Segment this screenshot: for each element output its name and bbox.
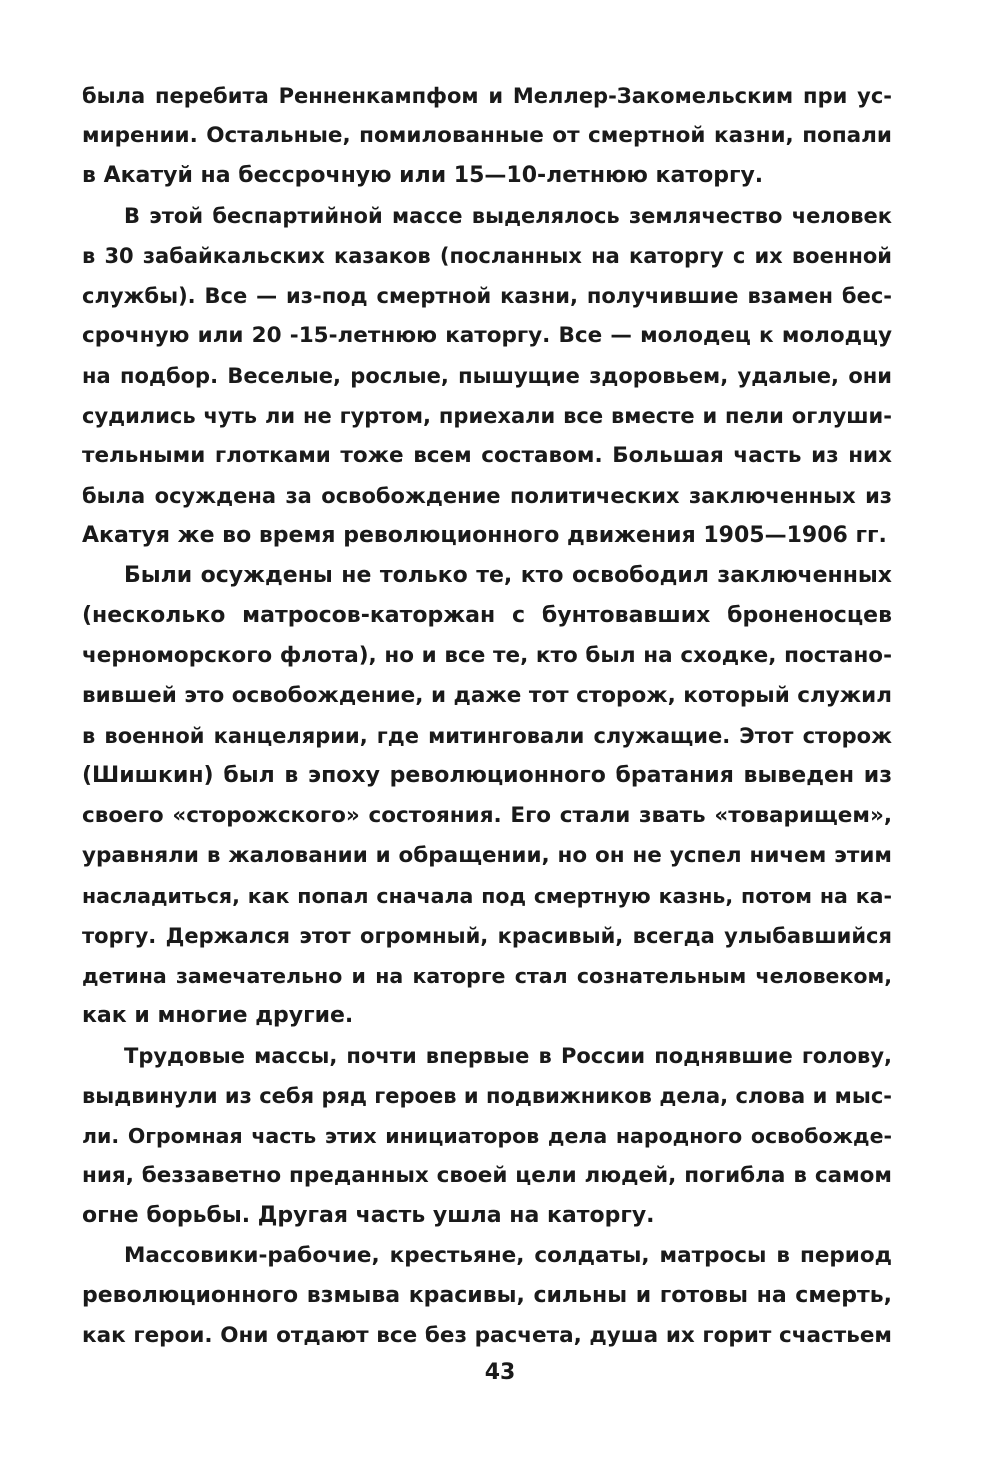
page-number: 43 — [484, 1360, 516, 1385]
text-line: была перебита Ренненкампфом и Меллер-Закомельским при ус- — [82, 84, 892, 108]
text-line: как и многие другие. — [82, 1003, 354, 1028]
text-line: В этой беспартийной массе выделялось землячество человек — [124, 204, 892, 228]
text-line: мирении. Остальные, помилованные от смертной казни, попали — [82, 123, 892, 148]
body-text — [82, 76, 892, 1356]
paragraph — [82, 1036, 892, 1236]
text-line: Акатуя же во время революционного движения 1905—1906 гг. — [82, 523, 887, 548]
paragraph — [82, 1236, 892, 1356]
text-line: насладиться, как попал сначала под смертную казнь, потом на ка- — [82, 884, 892, 908]
text-line: ния, беззаветно преданных своей цели людей, погибла в самом — [82, 1163, 892, 1188]
text-line: своего «сторожского» состояния. Его стали звать «товарищем», — [82, 803, 892, 828]
text-line: революционного взмыва красивы, сильны и готовы на смерть, — [82, 1283, 892, 1308]
text-line: огне борьбы. Другая часть ушла на каторгу. — [82, 1203, 655, 1228]
text-line: Были осуждены не только те, кто освободил заключенных — [124, 563, 892, 588]
text-line: вившей это освобождение, и даже тот сторож, который служил — [82, 683, 892, 708]
text-line: была осуждена за освобождение политических заключенных из — [82, 484, 892, 508]
paragraph — [82, 196, 892, 556]
text-line: торгу. Держался этот огромный, красивый, всегда улыбавшийся — [82, 924, 892, 948]
text-line: ли. Огромная часть этих инициаторов дела народного освобожде- — [82, 1124, 892, 1148]
text-line: срочную или 20 -15-летнюю каторгу. Все — молодец к молодцу — [82, 323, 892, 348]
text-line: на подбор. Веселые, рослые, пышущие здоровьем, удалые, они — [82, 364, 892, 388]
text-line: черноморского флота), но и все те, кто был на сходке, постано- — [82, 643, 892, 668]
text-line: (Шишкин) был в эпоху революционного братания выведен из — [82, 763, 892, 788]
text-line: как герои. Они отдают все без расчета, душа их горит счастьем — [82, 1323, 892, 1348]
text-line: выдвинули из себя ряд героев и подвижников дела, слова и мыс- — [82, 1084, 892, 1108]
paragraph — [82, 556, 892, 1036]
text-line: службы). Все — из-под смертной казни, получившие взамен бес- — [82, 284, 892, 308]
text-line: уравняли в жаловании и обращении, но он не успел ничем этим — [82, 843, 892, 868]
paragraph — [82, 76, 892, 196]
text-line: Массовики-рабочие, крестьяне, солдаты, матросы в период — [124, 1243, 892, 1268]
text-line: (несколько матросов-каторжан с бунтовавших броненосцев — [82, 603, 892, 628]
text-line: судились чуть ли не гуртом, приехали все вместе и пели оглуши- — [82, 404, 892, 428]
text-line: Трудовые массы, почти впервые в России поднявшие голову, — [124, 1044, 892, 1068]
text-line: тельными глотками тоже всем составом. Большая часть из них — [82, 443, 892, 468]
text-line: в 30 забайкальских казаков (посланных на каторгу с их военной — [82, 244, 892, 268]
text-line: в военной канцелярии, где митинговали служащие. Этот сторож — [82, 724, 892, 748]
text-line: в Акатуй на бессрочную или 15—10-летнюю каторгу. — [82, 163, 764, 188]
text-line: детина замечательно и на каторге стал сознательным человеком, — [82, 964, 892, 988]
